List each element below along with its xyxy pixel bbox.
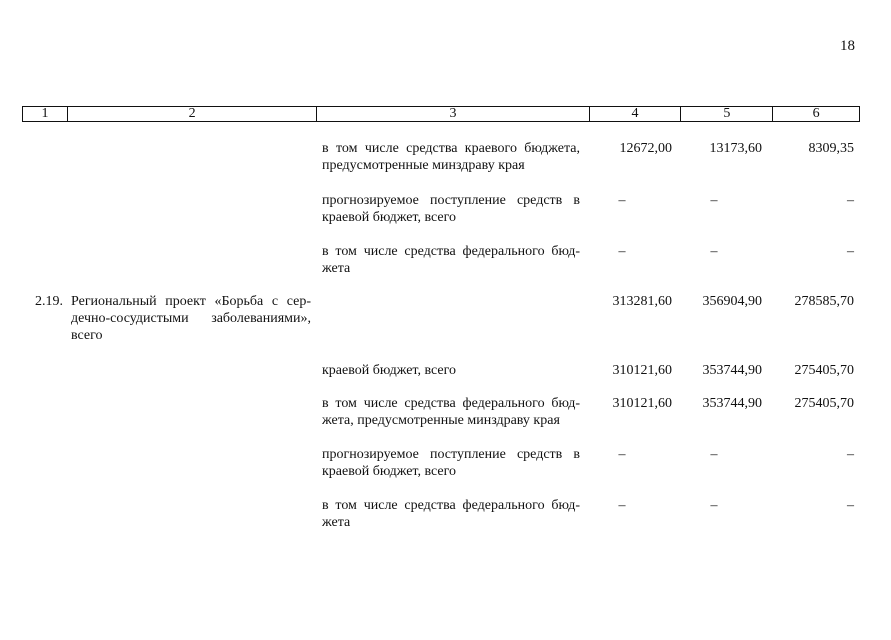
row-value-col-6: – bbox=[847, 193, 854, 208]
row-value-col-5: 353744,90 bbox=[702, 396, 762, 411]
header-col-1: 1 bbox=[23, 107, 68, 121]
row-value-col-6: 275405,70 bbox=[794, 396, 854, 411]
row-value-col-6: – bbox=[847, 244, 854, 259]
header-col-3: 3 bbox=[317, 107, 589, 121]
header-col-5: 5 bbox=[681, 107, 773, 121]
row-name: Региональный проект «Борьба с сер-дечно-сосудистыми заболеваниями», всего bbox=[71, 294, 311, 343]
row-value-col-5: – bbox=[710, 498, 718, 513]
row-value-col-6: – bbox=[847, 498, 854, 513]
row-value-col-5: – bbox=[710, 244, 718, 259]
row-value-col-4: – bbox=[618, 447, 626, 462]
row-value-col-5: – bbox=[710, 193, 718, 208]
row-description: краевой бюджет, всего bbox=[322, 363, 457, 378]
row-description: прогнозируемое поступление средств в краевой бюджет, всего bbox=[322, 193, 580, 225]
row-number: 2.19. bbox=[35, 294, 63, 309]
header-col-4: 4 bbox=[590, 107, 682, 121]
row-value-col-4: 310121,60 bbox=[612, 363, 672, 378]
row-value-col-4: 313281,60 bbox=[612, 294, 672, 309]
row-description: прогнозируемое поступление средств в краевой бюджет, всего bbox=[322, 447, 580, 479]
header-col-2: 2 bbox=[68, 107, 317, 121]
row-value-col-4: 310121,60 bbox=[612, 396, 672, 411]
row-value-col-6: 275405,70 bbox=[794, 363, 854, 378]
row-value-col-5: 356904,90 bbox=[702, 294, 762, 309]
row-value-col-4: – bbox=[618, 498, 626, 513]
row-value-col-5: 353744,90 bbox=[702, 363, 762, 378]
row-value-col-4: – bbox=[618, 193, 626, 208]
row-description: в том числе средства федерального бюд-жета, предусмотренные минздраву края bbox=[322, 396, 580, 428]
row-value-col-4: 12672,00 bbox=[619, 141, 672, 156]
row-description: в том числе средства краевого бюджета, предусмотренные минздраву края bbox=[322, 141, 580, 173]
table-header bbox=[22, 106, 860, 122]
page-number: 18 bbox=[840, 38, 855, 54]
row-description: в том числе средства федерального бюд-жета bbox=[322, 244, 580, 276]
row-value-col-6: 278585,70 bbox=[794, 294, 854, 309]
row-description: в том числе средства федерального бюд-жета bbox=[322, 498, 580, 530]
row-value-col-6: 8309,35 bbox=[808, 141, 854, 156]
row-value-col-6: – bbox=[847, 447, 854, 462]
row-value-col-5: – bbox=[710, 447, 718, 462]
row-value-col-5: 13173,60 bbox=[709, 141, 762, 156]
header-col-6: 6 bbox=[812, 106, 820, 121]
row-value-col-4: – bbox=[618, 244, 626, 259]
